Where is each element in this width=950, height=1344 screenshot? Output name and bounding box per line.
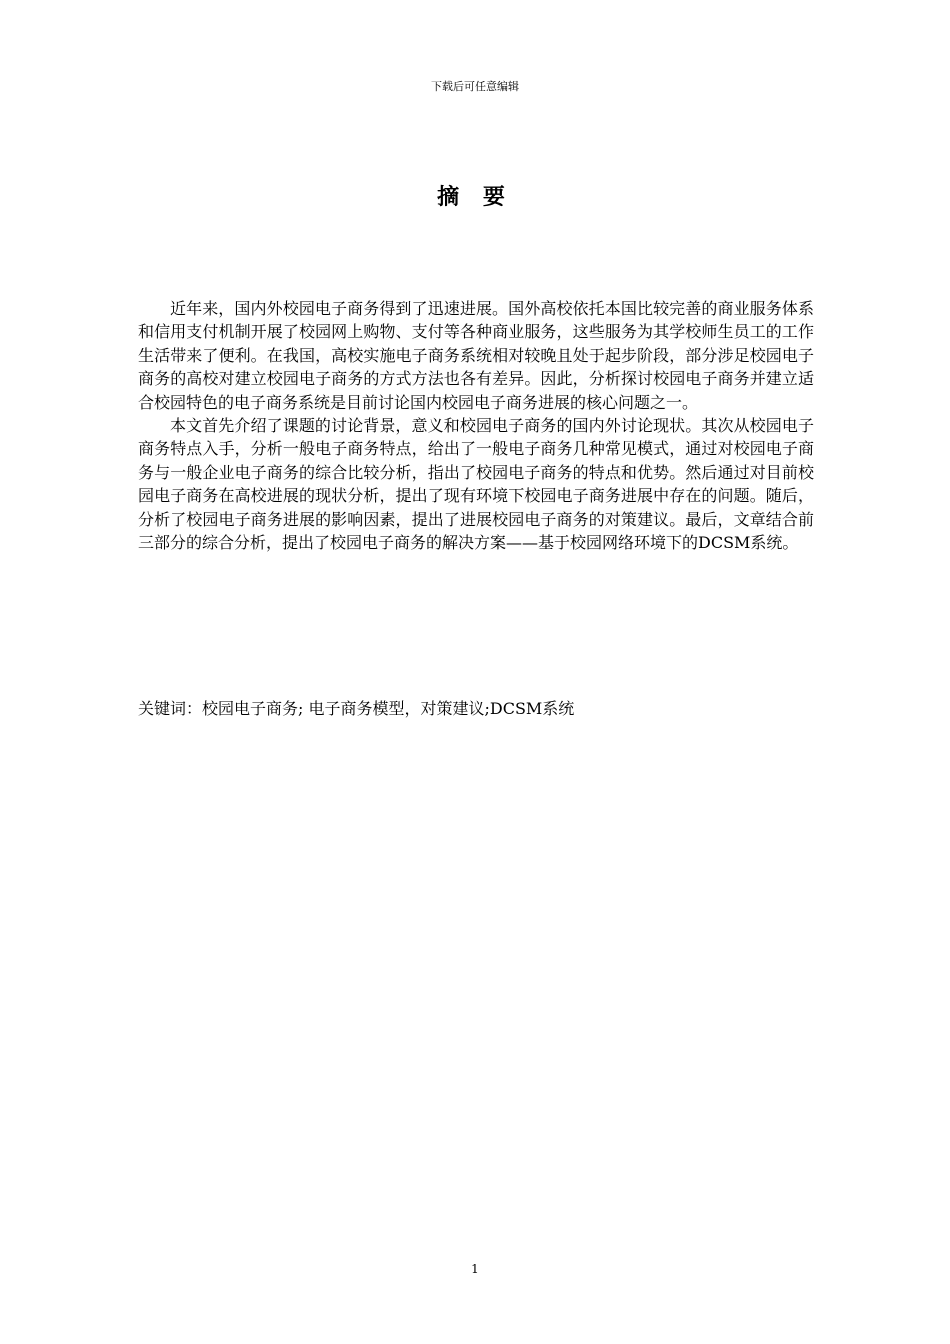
keywords-line: 关键词：校园电子商务; 电子商务模型，对策建议;DCSM系统 bbox=[138, 699, 575, 718]
abstract-paragraph-1: 近年来，国内外校园电子商务得到了迅速进展。国外高校依托本国比较完善的商业服务体系和信用支付机制开展了校园网上购物、支付等各种商业服务，这些服务为其学校师生员工的工作生活带来了便利。在我国，高校实施电子商务系统相对较晚且处于起步阶段，部分涉足校园电子商务的高校对建立校园电子商务的方式方法也各有差异。因此，分析探讨校园电子商务并建立适合校园特色的电子商务系统是目前讨论国内校园电子商务进展的核心问题之一。 bbox=[138, 299, 814, 412]
page-number: 1 bbox=[471, 1262, 479, 1276]
header-note: 下载后可任意编辑 bbox=[431, 80, 519, 93]
abstract-body bbox=[138, 297, 814, 554]
abstract-paragraph-2: 本文首先介绍了课题的讨论背景，意义和校园电子商务的国内外讨论现状。其次从校园电子商务特点入手，分析一般电子商务特点，给出了一般电子商务几种常见模式，通过对校园电子商务与一般企业电子商务的综合比较分析，指出了校园电子商务的特点和优势。然后通过对目前校园电子商务在高校进展的现状分析，提出了现有环境下校园电子商务进展中存在的问题。随后，分析了校园电子商务进展的影响因素，提出了进展校园电子商务的对策建议。最后，文章结合前三部分的综合分析，提出了校园电子商务的解决方案——基于校园网络环境下的DCSM系统。 bbox=[138, 416, 814, 553]
page-title: 摘 要 bbox=[437, 185, 513, 210]
